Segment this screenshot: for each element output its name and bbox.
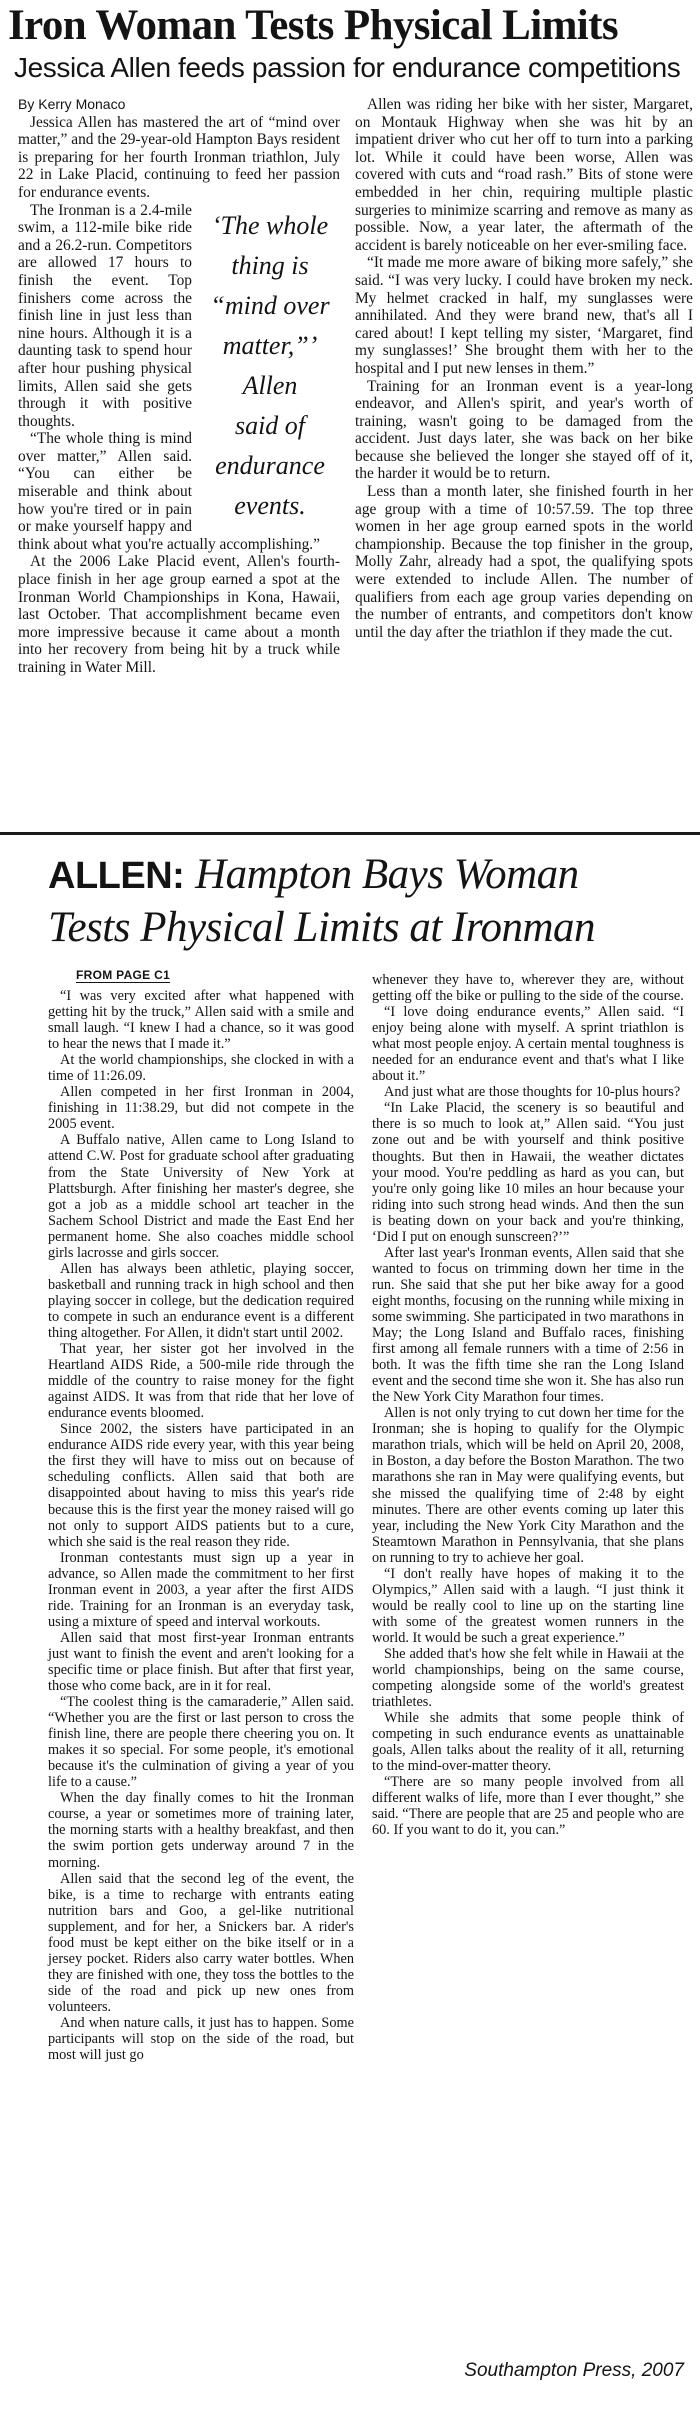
pull-quote-line: matter,”’ xyxy=(222,330,318,360)
story2-left-column xyxy=(48,988,354,2063)
story2-paragraph: She added that's how she felt while in Hawaii at the world championships, being on the same course, competing alongside some of the world's greatest triathletes. xyxy=(372,1645,684,1711)
story1-headline: Iron Woman Tests Physical Limits xyxy=(8,2,619,49)
pull-quote-line: Allen xyxy=(242,370,298,400)
pull-quote-line: “mind over xyxy=(210,290,330,320)
story2-paragraph: That year, her sister got her involved in the Heartland AIDS Ride, a 500-mile ride through the middle of the country to raise money for the fight against AIDS. It was from that ride that her love of endurance events bloomed. xyxy=(48,1341,354,1422)
story2-paragraph: After last year's Ironman events, Allen said that she wanted to focus on trimming down her time in the run. She said that she put her bike away for a good eight months, focusing on the running while mixing in some swimming. She participated in two marathons in May; the Long Island and Buffalo races, finishing first among all female runners with a time of 2:56 in both. It was the fifth time she ran the Long Island event and the second time she won it. She has also run the New York City Marathon four times. xyxy=(372,1244,684,1406)
story2-paragraph: While she admits that some people think of competing in such endurance events as unattainable goals, Allen talks about the reality of it all, returning to the mind-over-matter theory. xyxy=(372,1710,684,1775)
pull-quote-line: events. xyxy=(234,490,306,520)
story2-paragraph: At the world championships, she clocked in with a time of 11:26.09. xyxy=(48,1052,354,1085)
story2-paragraph: Ironman contestants must sign up a year in advance, so Allen made the commitment to her first Ironman event in 2003, a year after the first AIDS ride. Training for an Ironman is an everyday task, using a mixture of speed and interval workouts. xyxy=(48,1549,354,1630)
source-credit: Southampton Press, 2007 xyxy=(464,2360,684,2381)
story2-paragraph: Allen has always been athletic, playing soccer, basketball and running track in high school and then playing soccer in college, but the dedication required to compete in such an endurance event is a different thing altogether. For Allen, it didn't start until 2002. xyxy=(48,1260,354,1341)
story-clip-1 xyxy=(0,0,700,832)
story1-byline: By Kerry Monaco xyxy=(18,96,126,112)
story2-paragraph: Allen competed in her first Ironman in 2004, finishing in 11:38.29, but did not compete in the 2005 event. xyxy=(48,1084,354,1133)
story1-right-column xyxy=(355,96,693,641)
pull-quote xyxy=(200,206,340,526)
story2-paragraph: And when nature calls, it just has to happen. Some participants will stop on the side of the road, but most will just go xyxy=(48,2015,354,2064)
story1-paragraph: Training for an Ironman event is a year-long endeavor, and Allen's spirit, and year's worth of training, wasn't going to be damaged from the accident. Just days later, she was back on her bike because she believed the longer she stayed off of it, the harder it would be to return. xyxy=(355,377,693,483)
story2-headline-line2: Tests Physical Limits at Ironman xyxy=(48,904,596,951)
story1-paragraph: The Ironman is a 2.4-mile swim, a 112-mile bike ride and a 26.2-run. Competitors are allowed 17 hours to finish the event. Top finishers come across the finish line in just less than nine hours. Although it is a daunting task to spend hour after hour pushing physical limits, Allen said she gets through it with positive thoughts. xyxy=(18,201,192,430)
story2-paragraph: Allen is not only trying to cut down her time for the Ironman; she is hoping to qualify for the Olympic marathon trials, which will be held on April 20, 2008, in Boston, a day before the Boston Marathon. The two marathons she ran in May were qualifying events, but she missed the qualifying time of 2:48 by eight minutes. There are other events coming up later this year, including the New York City Marathon and the Steamtown Marathon in Pennsylvania, that she plans on running to try to achieve her goal. xyxy=(372,1405,684,1566)
story1-paragraph: “The whole thing is mind over matter,” Allen said. “You can either be miserable and think about how you're tired or in pain or make yourself happy and think about what you're actually accomplishing.” xyxy=(18,430,320,553)
story2-headline xyxy=(48,850,688,901)
pull-quote-line: thing is xyxy=(231,250,309,280)
story2-paragraph: “I was very excited after what happened with getting hit by the truck,” Allen said with a smile and small laugh. “I knew I had a chance, so it was good to hear the news that I made it.” xyxy=(48,988,354,1053)
story2-paragraph: “In Lake Placid, the scenery is so beautiful and there is so much to look at,” Allen said. “You just zone out and be with yourself and think positive thoughts. But then in Hawaii, the weather dictates your mood. You're peddling as hard as you can, but you're only going like 10 miles an hour because your riding into such strong head winds. And then the sun is beating down on your back and you're thinking, ‘Did I put on enough sunscreen?’” xyxy=(372,1100,684,1245)
story2-paragraph: Allen said that the second leg of the event, the bike, is a time to recharge with entrants eating nutrition bars and Goo, a gel-like nutritional supplement, and for her, a Snickers bar. A rider's food must be kept either on the bike itself or in a jersey pocket. Riders also carry water bottles. When they are finished with one, they toss the bottles to the side of the road and pick up new ones from volunteers. xyxy=(48,1870,354,2015)
story2-headline-rest: Hampton Bays Woman xyxy=(195,851,579,898)
story2-paragraph: Allen said that most first-year Ironman entrants just want to finish the event and aren't looking for a specific time or place finish. But after that first year, those who come back, are in it for real. xyxy=(48,1629,354,1695)
story1-left-column xyxy=(18,96,340,677)
story2-paragraph: When the day finally comes to hit the Ironman course, a year or sometimes more of training later, the morning starts with a healthy breakfast, and then the swim portion gets underway around 7 in the morning. xyxy=(48,1790,354,1871)
pull-quote-line: ‘The whole xyxy=(211,210,329,240)
story1-paragraph: Allen was riding her bike with her sister, Margaret, on Montauk Highway when she was hit by an impatient driver who cut her off to turn into a parking lot. While it could have been worse, Allen was covered with cuts and “road rash.” Bits of stone were embedded in her chin, requiring multiple plastic surgeries to minimize scarring and remove as many as possible. Now, a year later, the aftermath of the accident is barely noticeable on her ever-smiling face. xyxy=(355,96,693,254)
story2-paragraph: “There are so many people involved from all different walks of life, more than I ever thought,” she said. “There are people that are 25 and people who are 60. If you want to do it, you can.” xyxy=(372,1774,684,1839)
story2-paragraph: whenever they have to, wherever they are, without getting off the bike or pulling to the side of the course. xyxy=(372,972,684,1005)
story1-paragraph: Jessica Allen has mastered the art of “mind over matter,” and the 29-year-old Hampton Bays resident is preparing for her fourth Ironman triathlon, July 22 in Lake Placid, continuing to feed her passion for endurance events. xyxy=(18,113,340,201)
pull-quote-line: endurance xyxy=(215,450,325,480)
story2-right-column xyxy=(372,972,684,1839)
story2-paragraph: Since 2002, the sisters have participated in an endurance AIDS ride every year, with this year being the first they will have to miss out on because of scheduling conflicts. Allen said that both are disappointed about having to miss this year's ride because this is the first year the money raised will go not only to support AIDS patients but to a cure, which she said is the real reason they ride. xyxy=(48,1421,354,1550)
story2-paragraph: “I don't really have hopes of making it to the Olympics,” Allen said with a laugh. “I just think it would be really cool to line up on the starting line with some of the greatest women runners in the world. It would be such a great experience.” xyxy=(372,1565,684,1646)
story2-paragraph: “The coolest thing is the camaraderie,” Allen said. “Whether you are the first or last person to cross the finish line, there are people there cheering you on. It makes it so special. For some people, it's emotional because it's the culmination of giving a year of you life to a cause.” xyxy=(48,1694,354,1791)
story1-paragraph: At the 2006 Lake Placid event, Allen's fourth-place finish in her age group earned a spot at the Ironman World Championships in Kona, Hawaii, last October. That accomplishment became even more impressive because it came about a month into her recovery from being hit by a truck while training in Water Mill. xyxy=(18,553,340,676)
story1-paragraph: “It made me more aware of biking more safely,” she said. “I was very lucky. I could have broken my neck. My helmet cracked in half, my sunglasses were annihilated. And they were brand new, that's all I cared about! I kept telling my sister, ‘Margaret, find my sunglasses!’ She brought them with her to the hospital and I put new lenses in them.” xyxy=(355,254,693,377)
story2-paragraph: And just what are those thoughts for 10-plus hours? xyxy=(384,1084,681,1101)
story2-paragraph: A Buffalo native, Allen came to Long Island to attend C.W. Post for graduate school after graduating from the State University of New York at Plattsburgh. After finishing her master's degree, she got a job as a middle school art teacher in the Sachem School District and made the East End her permanent home. She also coaches middle school girls lacrosse and girls soccer. xyxy=(48,1132,354,1261)
from-page-label: FROM PAGE C1 xyxy=(76,968,171,982)
story2-paragraph: “I love doing endurance events,” Allen said. “I enjoy being alone with myself. A sprint triathlon is what most people enjoy. A certain mental toughness is needed for an endurance event and that's what I like about it.” xyxy=(372,1004,684,1085)
clip-divider xyxy=(0,832,700,835)
story2-jump-word: ALLEN: xyxy=(48,855,185,897)
pull-quote-line: said of xyxy=(234,410,306,440)
story1-subhead: Jessica Allen feeds passion for endurance competitions xyxy=(14,52,681,83)
story1-paragraph: Less than a month later, she finished fourth in her age group with a time of 10:57.59. The top three women in her age group earned spots in the world championship. Because the top finisher in the group, Molly Zahr, already had a spot, the qualifying spots were extended to include Allen. The number of qualifiers from each age group varies depending on the number of entrants, and competitors don't know until the day after the triathlon if they made the cut. xyxy=(355,483,693,641)
